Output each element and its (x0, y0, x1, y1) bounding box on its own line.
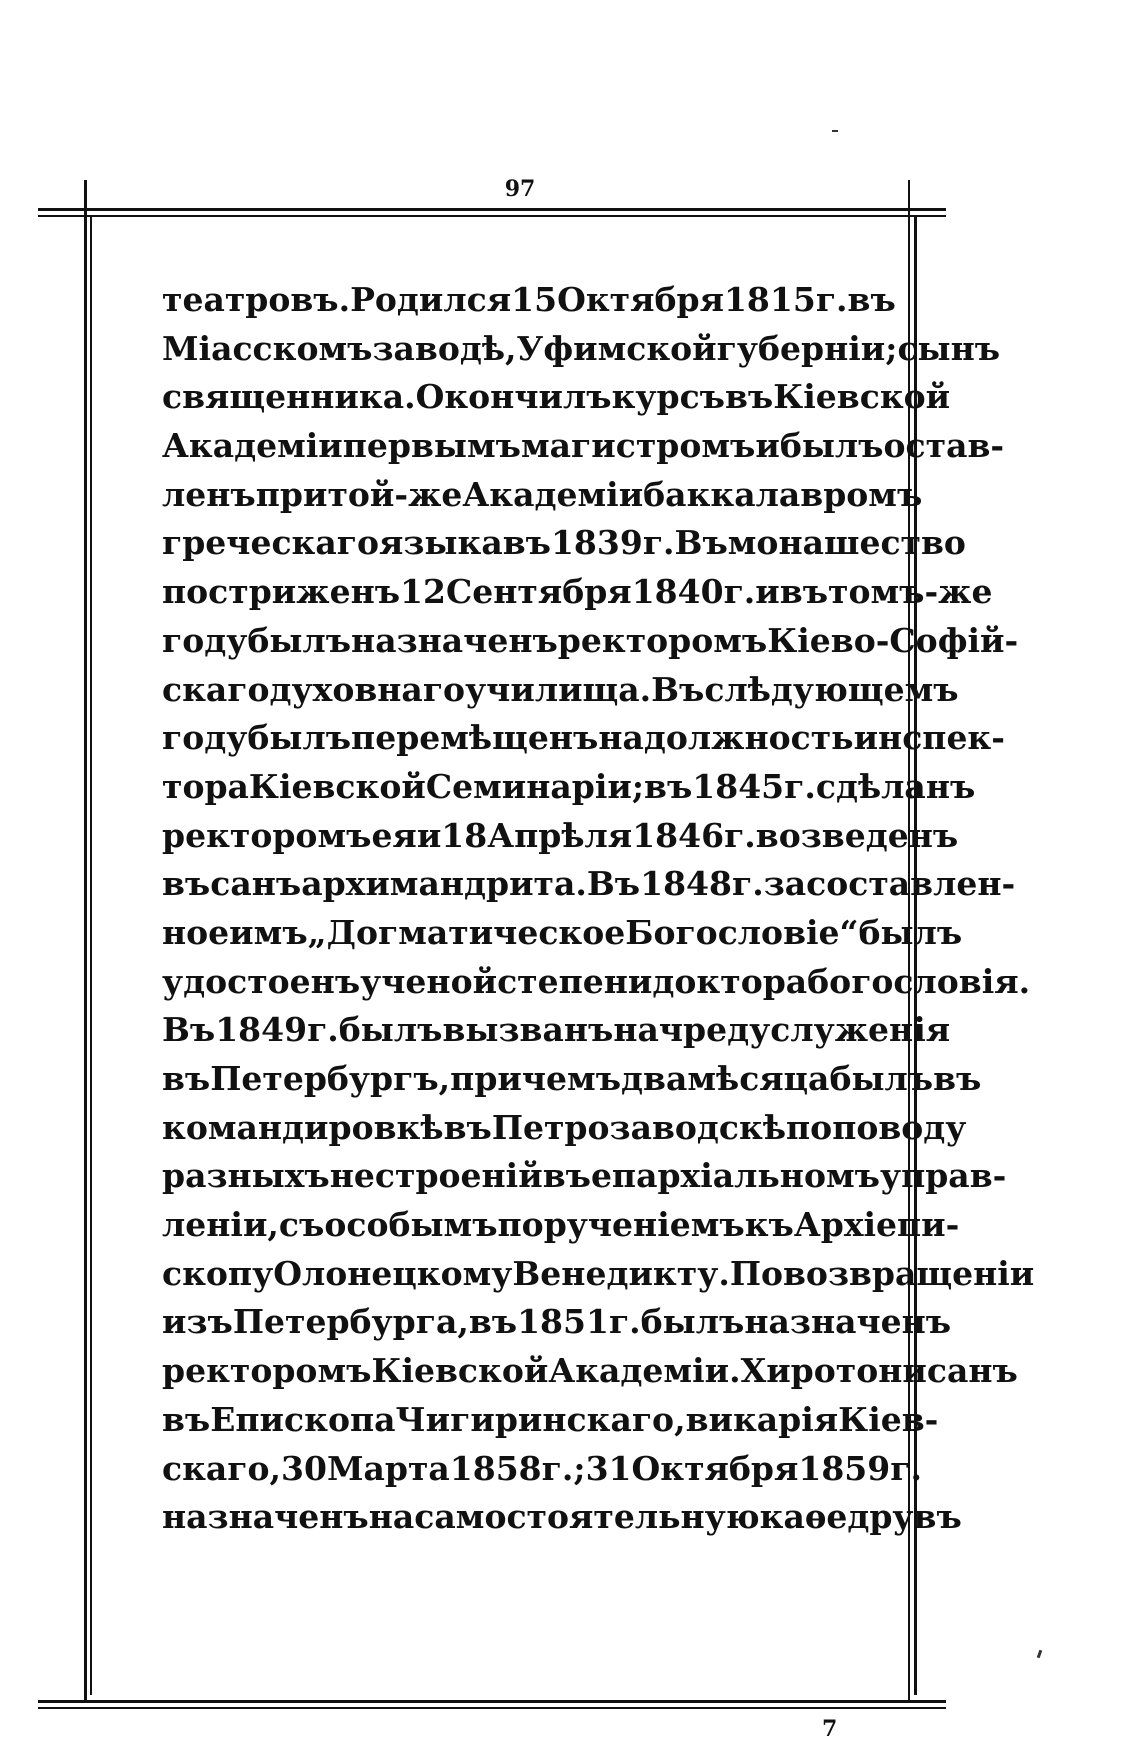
text-word: священника. (162, 377, 416, 417)
text-word: служенія (770, 1010, 951, 1050)
text-word: ректоромъ (557, 620, 768, 660)
text-word: духовнаго (269, 669, 466, 709)
text-word: и (416, 815, 442, 855)
text-word: Кіевской (773, 377, 951, 417)
text-word: Сентября (445, 572, 632, 612)
text-line (162, 1493, 962, 1542)
text-word: въ (847, 280, 896, 319)
text-line (162, 325, 1001, 374)
text-word: 31 (585, 1448, 632, 1488)
text-word: чреду (658, 1010, 771, 1050)
text-word: г. (723, 572, 756, 612)
text-word: составлен- (806, 864, 1016, 904)
text-word: Октября (631, 1448, 799, 1488)
text-line (162, 373, 951, 422)
text-line (162, 1201, 960, 1250)
text-word: заводѣ, (372, 328, 517, 368)
text-line (162, 1298, 952, 1347)
text-word: доктора (652, 961, 808, 1001)
text-line (162, 617, 1019, 666)
text-word: Хиротонисанъ (740, 1351, 1018, 1391)
text-word: въ (468, 1302, 518, 1342)
text-word: монашество (727, 523, 966, 563)
text-word: имъ (229, 912, 308, 952)
text-word: возведенъ (755, 815, 959, 855)
text-word: году (162, 620, 248, 660)
text-word: баккалавромъ (643, 474, 923, 514)
text-word: ное (162, 912, 230, 952)
text-word: г. (724, 815, 756, 855)
text-line (162, 714, 1005, 763)
text-word: инспек- (853, 718, 1005, 758)
text-line (162, 909, 963, 958)
text-word: Міасскомъ (162, 328, 373, 368)
text-word: былъ (829, 1059, 934, 1098)
text-word: 1815 (723, 280, 816, 319)
text-line (162, 1445, 922, 1494)
text-word: въ (644, 766, 693, 806)
text-word: назначенъ (162, 1497, 369, 1537)
text-word: при (255, 474, 328, 514)
text-word: курсъ (611, 377, 725, 417)
text-word: былъ (338, 1010, 443, 1050)
text-word: 12 (400, 572, 446, 612)
text-word: 1849 (215, 1010, 308, 1050)
text-word: ректоромъ (162, 815, 372, 855)
text-word: былъ (640, 1302, 745, 1342)
text-word: въ (913, 1497, 962, 1537)
text-word: Епископа (210, 1399, 396, 1439)
text-word: и (755, 572, 780, 612)
text-word: скопу (162, 1253, 274, 1293)
text-line (162, 1104, 967, 1153)
text-word: вызванъ (442, 1010, 614, 1050)
text-word: г. (731, 864, 764, 904)
text-word: училища. (465, 669, 652, 709)
text-word: по (786, 1107, 833, 1147)
text-word: викарія (685, 1399, 839, 1439)
text-word: Кіево-Софій- (767, 620, 1019, 660)
text-word: Венедикту. (512, 1253, 730, 1293)
text-word: г. (608, 1302, 641, 1342)
text-word: скаго (162, 669, 270, 709)
text-word: 1848 (640, 864, 732, 904)
text-word: Богословіе“ (625, 912, 859, 952)
text-word: нестроеній (329, 1156, 543, 1196)
text-word: 30 (281, 1448, 327, 1488)
text-word: за (763, 864, 807, 904)
text-word: леніи, (162, 1205, 279, 1245)
text-word: назначенъ (744, 1302, 952, 1342)
text-word: Родился (350, 280, 512, 319)
top-rule-outer (38, 208, 946, 211)
text-word: два (621, 1059, 688, 1098)
signature-mark: 7 (822, 1716, 838, 1742)
text-line (162, 666, 959, 715)
text-word: къ (744, 1205, 794, 1245)
scan-mark (1037, 1650, 1043, 1659)
text-word: мѣсяца (687, 1059, 830, 1098)
text-word: остав- (883, 426, 1005, 466)
text-word: сдѣланъ (815, 766, 976, 806)
text-word: возвращеніи (783, 1253, 1035, 1293)
text-word: 18 (441, 815, 488, 855)
text-word: слѣдующемъ (704, 669, 959, 709)
text-line (162, 958, 1031, 1007)
text-word: году (162, 718, 248, 758)
text-word: съ (278, 1205, 325, 1245)
text-word: той-же (327, 474, 463, 514)
text-word: изъ (162, 1302, 233, 1342)
text-word: ученой (360, 961, 498, 1001)
text-word: управ- (879, 1156, 1007, 1196)
text-line (162, 1006, 951, 1055)
text-word: 1858 (449, 1448, 542, 1488)
text-word: на (613, 1010, 659, 1050)
text-word: былъ (247, 718, 352, 758)
text-word: сынъ (897, 328, 1001, 368)
text-word: театровъ. (162, 280, 351, 319)
text-word: самостоятельную (414, 1497, 760, 1537)
text-line (162, 276, 896, 325)
text-word: Въ (586, 864, 641, 904)
text-word: г. (815, 280, 848, 319)
text-word: Въ (674, 523, 728, 563)
scan-mark (832, 130, 838, 132)
text-word: и (755, 426, 780, 466)
left-frame-inner (90, 215, 92, 1695)
text-word: г. (890, 1448, 922, 1488)
text-word: въ (542, 1156, 591, 1196)
text-word: языка (378, 523, 503, 563)
text-word: порученіемъ (497, 1205, 745, 1245)
bottom-rule-outer (38, 1700, 946, 1703)
text-word: Кіев- (838, 1399, 939, 1439)
text-word: назначенъ (351, 620, 558, 660)
text-word: въ (502, 523, 551, 563)
text-word: г. (307, 1010, 339, 1050)
text-word: ея (371, 815, 417, 855)
text-line (162, 860, 1016, 909)
text-word: г. (642, 523, 675, 563)
text-line (162, 1250, 1035, 1299)
text-word: Въ (651, 669, 705, 709)
text-word: губерніи; (716, 328, 898, 368)
text-word: ректоромъ (162, 1351, 372, 1391)
text-word: Марта (326, 1448, 450, 1488)
bottom-rule-inner (38, 1707, 946, 1709)
text-word: особымъ (324, 1205, 498, 1245)
text-word: Петрозаводскѣ (491, 1107, 787, 1147)
text-word: степени (497, 961, 653, 1001)
text-word: въ (725, 377, 774, 417)
text-word: тора (162, 766, 249, 806)
text-word: Апрѣля (487, 815, 633, 855)
text-word: 15 (511, 280, 558, 319)
page-number: 97 (504, 176, 536, 202)
text-word: По (729, 1253, 783, 1293)
text-word: Академіи (462, 474, 644, 514)
text-word: г. (784, 766, 816, 806)
text-word: 1846 (632, 815, 725, 855)
text-word: Окончилъ (415, 377, 612, 417)
text-word: на (598, 718, 644, 758)
text-word: на (368, 1497, 415, 1537)
text-word: Семинаріи; (425, 766, 645, 806)
text-word: былъ (779, 426, 884, 466)
text-word: въ (443, 1107, 492, 1147)
text-word: Кіевской (371, 1351, 549, 1391)
text-word: Архіепи- (793, 1205, 960, 1245)
text-word: Петербургъ, (210, 1059, 451, 1098)
text-word: Октября (557, 280, 724, 319)
text-word: Олонецкому (273, 1253, 513, 1293)
top-rule-inner (38, 215, 946, 217)
text-word: Академіи (162, 426, 343, 466)
text-word: въ (162, 864, 211, 904)
text-word: должность (643, 718, 854, 758)
text-word: епархіальномъ (590, 1156, 880, 1196)
text-line (162, 519, 966, 568)
text-word: поводу (832, 1107, 967, 1147)
text-word: каѳедру (759, 1497, 914, 1537)
text-word: въ (933, 1059, 982, 1098)
text-line (162, 1347, 1018, 1396)
text-word: скаго, (162, 1448, 282, 1488)
text-word: Петербурга, (232, 1302, 469, 1342)
text-word: г.; (541, 1448, 586, 1488)
text-line (162, 1055, 982, 1104)
text-word: удостоенъ (162, 961, 361, 1001)
text-word: 1851 (517, 1302, 609, 1342)
text-word: первымъ (342, 426, 521, 466)
text-line (162, 568, 993, 617)
text-word: „Догматическое (307, 912, 626, 952)
text-word: Въ (162, 1010, 216, 1050)
text-word: 1859 (798, 1448, 891, 1488)
text-line (162, 422, 1005, 471)
text-line (162, 1152, 1007, 1201)
text-word: греческаго (162, 523, 379, 563)
text-word: Академіи. (548, 1351, 741, 1391)
text-word: Кіевской (248, 766, 426, 806)
text-word: санъ (210, 864, 302, 904)
text-word: Чигиринскаго, (395, 1399, 686, 1439)
body-text (162, 276, 1035, 1542)
text-word: 1845 (692, 766, 785, 806)
text-word: томъ-же (828, 572, 993, 612)
text-word: ленъ (162, 474, 256, 514)
text-word: перемѣщенъ (351, 718, 599, 758)
text-word: богословія. (807, 961, 1031, 1001)
text-word: въ (779, 572, 829, 612)
text-word: Уфимской (516, 328, 717, 368)
text-word: въ (162, 1059, 211, 1098)
text-line (162, 812, 959, 861)
text-word: разныхъ (162, 1156, 330, 1196)
text-word: архимандрита. (301, 864, 587, 904)
text-word: постриженъ (162, 572, 401, 612)
text-word: 1839 (550, 523, 643, 563)
text-word: причемъ (450, 1059, 622, 1098)
text-word: былъ (858, 912, 963, 952)
text-line (162, 763, 976, 812)
text-line (162, 1396, 939, 1445)
left-frame-outer (84, 180, 87, 1700)
text-word: командировкѣ (162, 1107, 444, 1147)
text-word: былъ (247, 620, 352, 660)
text-line (162, 471, 923, 520)
text-word: 1840 (631, 572, 724, 612)
text-word: въ (162, 1399, 211, 1439)
text-word: магистромъ (520, 426, 756, 466)
